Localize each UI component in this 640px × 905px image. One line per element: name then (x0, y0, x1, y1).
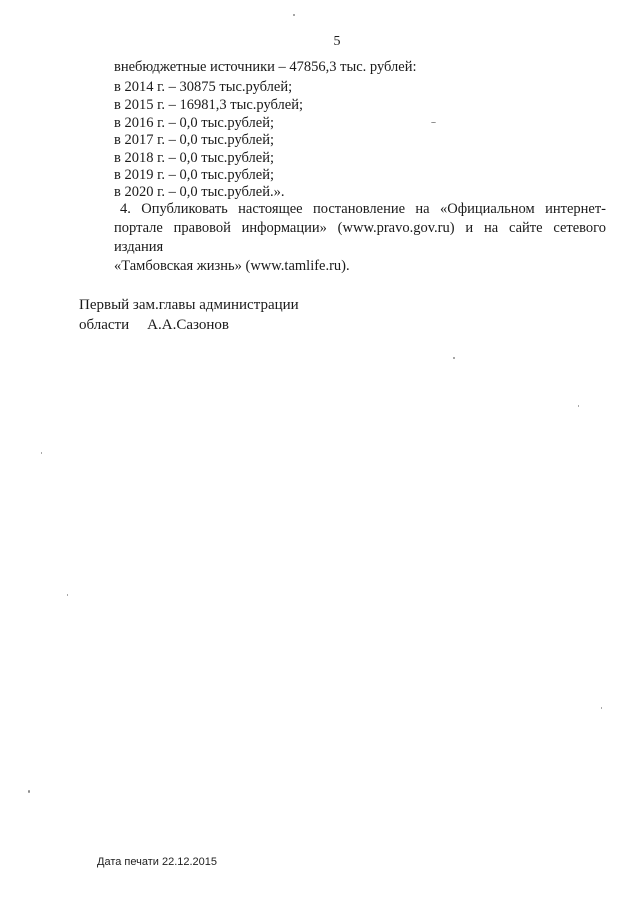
scan-speck (578, 405, 579, 407)
publication-line-3: «Тамбовская жизнь» (www.tamlife.ru). (114, 258, 350, 274)
scan-speck (28, 790, 30, 793)
funding-year-line: в 2014 г. – 30875 тыс.рублей; (114, 79, 293, 95)
signatory-name: А.А.Сазонов (147, 317, 229, 333)
print-date: Дата печати 22.12.2015 (97, 856, 218, 868)
scan-speck (601, 707, 602, 709)
scan-speck (41, 452, 42, 454)
publication-line-1: 4. Опубликовать настоящее постановление на «Официальном интернет- (120, 201, 606, 217)
publication-line-2: портале правовой информации» (www.pravo.gov.ru) и на сайте сетевого издания (114, 220, 606, 255)
funding-year-line: в 2015 г. – 16981,3 тыс.рублей; (114, 97, 304, 113)
scan-speck (293, 14, 295, 16)
scan-speck (453, 357, 455, 359)
signature-block (79, 315, 229, 335)
publication-paragraph (114, 200, 606, 276)
signature-position-line-2: области (79, 317, 130, 333)
funding-year-line: в 2018 г. – 0,0 тыс.рублей; (114, 150, 275, 166)
funding-year-line: в 2017 г. – 0,0 тыс.рублей; (114, 132, 275, 148)
page-number: 5 (333, 34, 341, 49)
scan-speck (67, 594, 68, 596)
signature-position-line-1: Первый зам.главы администрации (79, 297, 299, 313)
funding-year-line: в 2020 г. – 0,0 тыс.рублей.». (114, 184, 285, 200)
funding-year-line: в 2016 г. – 0,0 тыс.рублей; (114, 115, 275, 131)
funding-total-line: внебюджетные источники – 47856,3 тыс. рублей: (114, 59, 417, 75)
scan-speck (431, 122, 436, 123)
funding-year-line: в 2019 г. – 0,0 тыс.рублей; (114, 167, 275, 183)
